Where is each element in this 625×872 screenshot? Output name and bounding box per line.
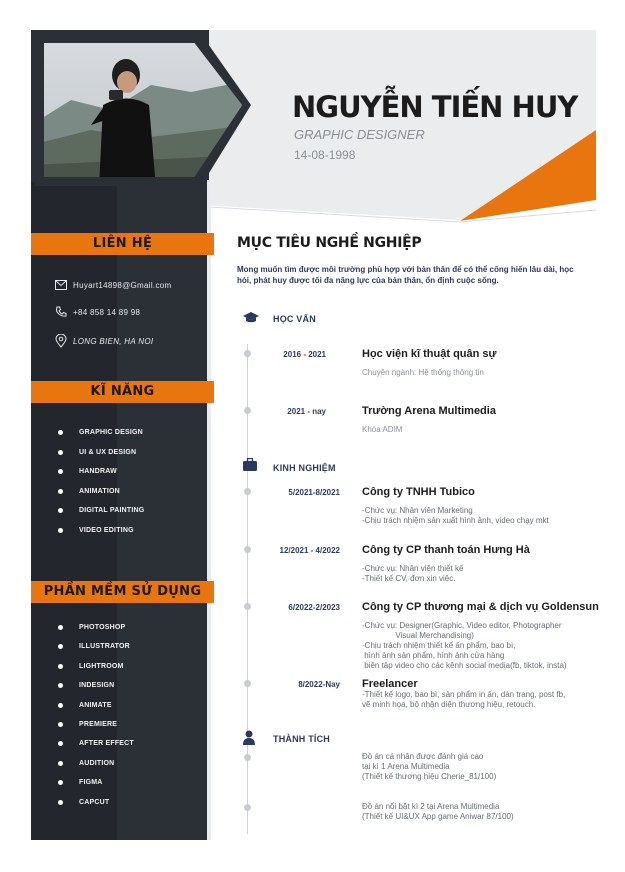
experience-company: Freelancer [362, 678, 418, 690]
graduation-cap-icon [243, 311, 259, 323]
bullet-dot [58, 430, 63, 435]
achievement-text: Đồ án nổi bật kì 2 tại Arena Multimedia (Thiết kế UI&UX App game Aniwar 87/100) [362, 802, 514, 821]
bullet-dot [58, 508, 63, 513]
full-name: NGUYỄN TIẾN HUY [292, 90, 578, 124]
achievements-title: THÀNH TÍCH [273, 734, 330, 744]
software-item [58, 682, 114, 689]
achievement-text: Đồ án cá nhân được đánh giá cao tại kì 1 Arena Multimedia (Thiết kế thương hiệu Cherie_81/100) [362, 752, 497, 781]
software-label: ANIMATE [79, 701, 112, 709]
phone-icon [55, 306, 67, 318]
skill-label: DIGITAL PAINTING [79, 507, 145, 514]
bullet-dot [58, 489, 63, 494]
bullet-dot [58, 625, 63, 630]
experience-detail: -Thiết kế logo, bao bì, sản phẩm in ấn, dàn trang, post fb, vẽ minh họa, bộ nhận diện thương hiệu, retouch. [362, 690, 566, 709]
contact-section-title: LIÊN HỆ [92, 236, 153, 251]
timeline-dot [244, 680, 251, 687]
skill-item [58, 429, 143, 436]
experience-detail: -Chức vụ: Nhân viên thiết kế -Thiết kế CV, đơn xin việc. [362, 564, 464, 583]
experience-date: 5/2021-8/2021 [288, 488, 340, 497]
education-date: 2021 - nay [287, 407, 326, 416]
bullet-dot [58, 469, 63, 474]
software-item [58, 740, 134, 747]
address-item [55, 334, 153, 348]
software-label: CAPCUT [79, 798, 110, 806]
software-item [58, 779, 103, 786]
objective-title: MỤC TIÊU NGHỀ NGHIỆP [237, 235, 422, 251]
skill-label: HANDRAW [79, 468, 117, 475]
education-note: Khóa ADIM [362, 425, 403, 434]
timeline-dot [244, 546, 251, 553]
experience-date: 6/2022-2/2023 [288, 603, 340, 612]
date-of-birth: 14-08-1998 [294, 148, 356, 162]
address-text: LONG BIEN, HA NOI [73, 336, 154, 346]
software-item [58, 702, 112, 709]
sidebar-edge [207, 180, 211, 840]
software-label: FIGMA [79, 779, 103, 787]
bullet-dot [58, 741, 63, 746]
software-label: PHOTOSHOP [79, 624, 126, 631]
software-label: ILLUSTRATOR [79, 643, 130, 651]
skill-item [58, 468, 117, 475]
timeline-dot [244, 488, 251, 495]
bullet-dot [58, 800, 63, 805]
phone-item [55, 306, 140, 318]
phone-text: +84 858 14 89 98 [73, 307, 141, 317]
bullet-dot [58, 703, 63, 708]
timeline-dot [244, 603, 251, 610]
bullet-dot [58, 761, 63, 766]
education-date: 2016 - 2021 [283, 350, 326, 359]
experience-title: KINH NGHIỆM [273, 463, 336, 473]
education-school: Học viện kĩ thuật quân sự [362, 348, 497, 360]
software-item [58, 643, 130, 650]
software-label: LIGHTROOM [79, 662, 124, 670]
software-label: INDESIGN [79, 682, 115, 690]
experience-date: 8/2022-Nay [298, 680, 340, 689]
software-item [58, 624, 125, 631]
experience-company: Công ty CP thanh toán Hưng Hà [362, 544, 530, 556]
skill-label: VIDEO EDITING [79, 526, 134, 534]
experience-date: 12/2021 - 4/2022 [279, 546, 340, 555]
skill-item [58, 507, 144, 514]
software-item [58, 663, 124, 670]
email-text: Huyart14898@Gmail.com [73, 280, 172, 290]
education-note: Chuyên ngành: Hệ thống thông tin [362, 368, 484, 377]
experience-detail: -Chức vụ: Designer(Graphic, Video editor, Photographer Visual Merchandising) -Chịu trách nhiệm thiết kế ấn phẩm, bao bì, hình ảnh sản phẩm, hình ảnh cửa hàng biên tập video cho các kênh social media(fb, tiktok, insta) [362, 621, 567, 670]
bullet-dot [58, 528, 63, 533]
bullet-dot [58, 683, 63, 688]
job-title: GRAPHIC DESIGNER [294, 127, 425, 142]
software-label: PREMIERE [79, 721, 118, 728]
person-icon [243, 730, 255, 745]
timeline-dot [244, 804, 251, 811]
experience-company: Công ty TNHH Tubico [362, 486, 475, 498]
skill-label: ANIMATION [79, 487, 120, 495]
timeline-dot [244, 754, 251, 761]
objective-text: Mong muốn tìm được môi trường phù hợp với bản thân để có thể cống hiến lâu dài, học hỏi, phát huy được tối đa năng lực của bản thân, ổn định cuộc sống. [237, 265, 574, 285]
software-section-title: PHẦN MỀM SỬ DỤNG [43, 584, 202, 599]
software-item [58, 799, 109, 806]
mail-icon [55, 280, 67, 290]
software-label: AUDITION [79, 759, 115, 767]
location-pin-icon [55, 334, 67, 348]
skill-label: GRAPHIC DESIGN [79, 429, 143, 436]
bullet-dot [58, 450, 63, 455]
skill-item [58, 527, 134, 534]
experience-detail: -Chức vụ: Nhân viên Marketing -Chịu trách nhiệm sản xuất hình ảnh, video chạy mkt [362, 506, 549, 525]
bullet-dot [58, 664, 63, 669]
skill-label: UI & UX DESIGN [79, 448, 137, 456]
skills-section-title: KĨ NĂNG [90, 384, 155, 399]
software-label: AFTER EFFECT [79, 740, 134, 748]
profile-photo [31, 30, 251, 188]
briefcase-icon [243, 458, 257, 471]
email-item [55, 280, 171, 290]
software-item [58, 721, 117, 728]
education-title: HỌC VẤN [273, 314, 316, 324]
software-item [58, 760, 114, 767]
education-school: Trường Arena Multimedia [362, 405, 496, 417]
bullet-dot [58, 644, 63, 649]
experience-company: Công ty CP thương mại & dịch vụ Goldensun [362, 601, 599, 613]
bullet-dot [58, 722, 63, 727]
skill-item [58, 449, 136, 456]
bullet-dot [58, 780, 63, 785]
skill-item [58, 488, 120, 495]
